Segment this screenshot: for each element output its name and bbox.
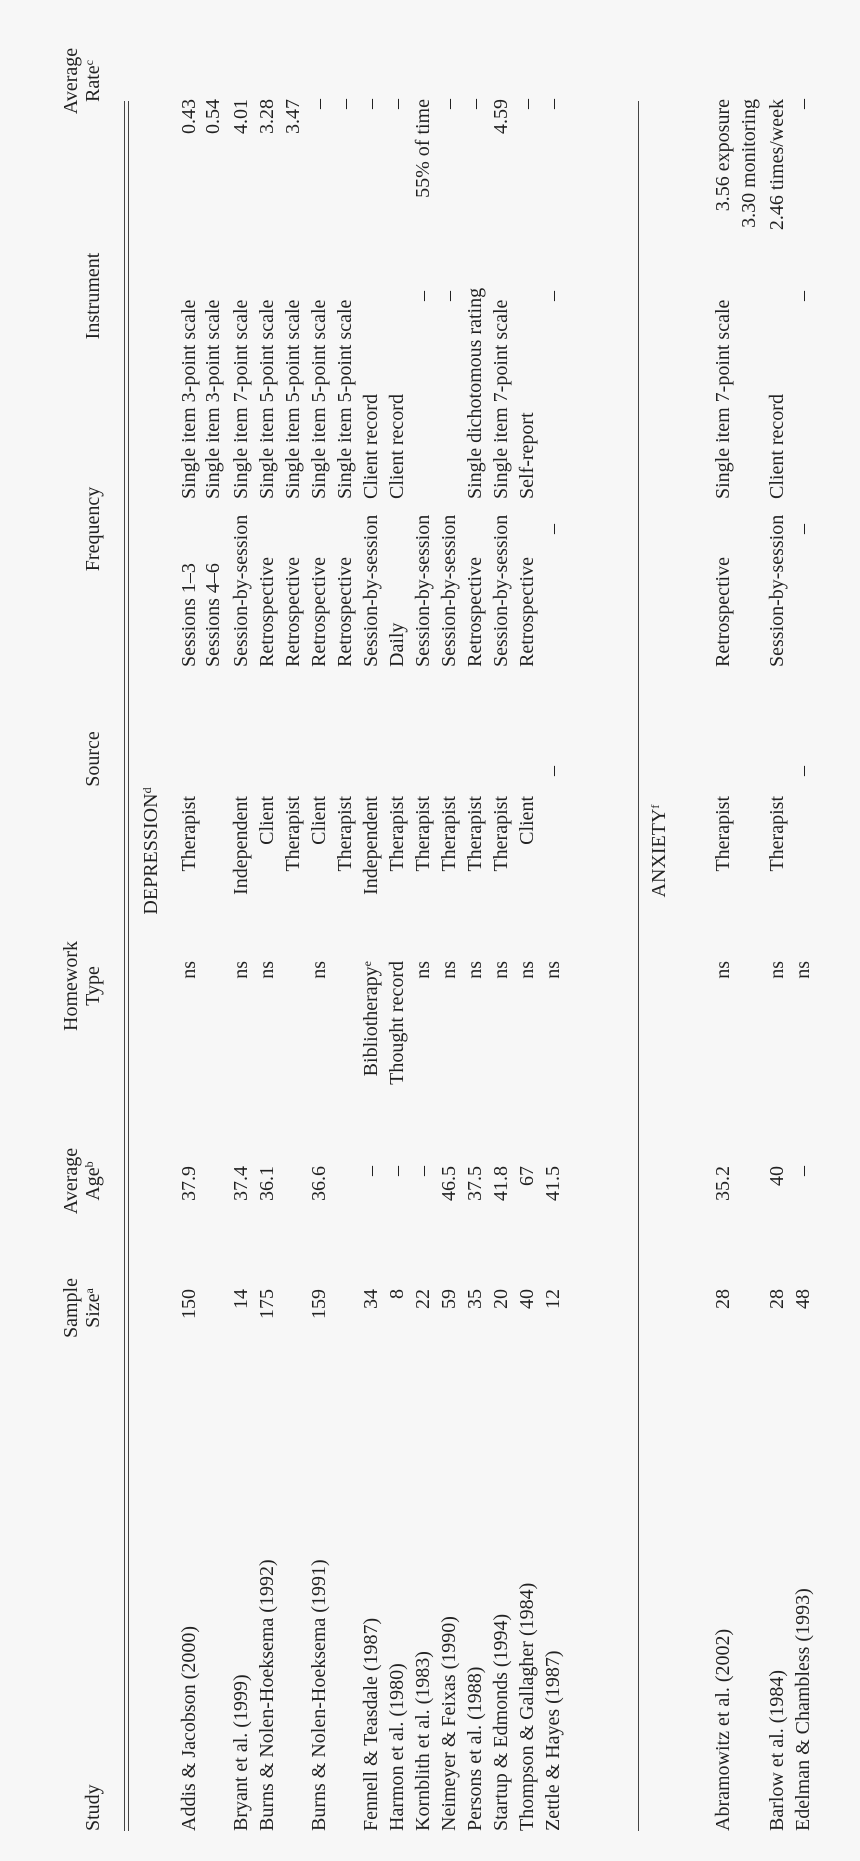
cell-study <box>386 1663 408 1831</box>
cell-study-text: Abramowitz et al. (2002) <box>712 1628 734 1831</box>
cell-average-age-text: 41.5 <box>542 1166 564 1201</box>
cell-average-age <box>490 1166 512 1366</box>
cell-average-rate-text: 0.54 <box>202 99 224 134</box>
cell-frequency-text: – <box>542 524 564 534</box>
header-homework-type-2: Type <box>82 966 104 1006</box>
cell-source-text: Therapist <box>438 796 460 872</box>
cell-study-text: Thompson & Gallagher (1984) <box>516 1582 538 1831</box>
cell-average-age-text: – <box>386 1166 408 1176</box>
cell-frequency-text: Session-by-session <box>230 514 252 667</box>
cell-frequency-text: Session-by-session <box>438 514 460 667</box>
cell-study-text: Bryant et al. (1999) <box>230 1674 252 1831</box>
cell-homework-type-text: ns <box>766 961 788 979</box>
header-rule <box>124 101 125 1831</box>
cell-study <box>308 1559 330 1831</box>
cell-sample-size-text: 35 <box>464 1289 486 1309</box>
cell-average-rate-text: – <box>334 99 356 109</box>
cell-sample-size-text: 175 <box>256 1289 278 1319</box>
cell-frequency-text: – <box>792 524 814 534</box>
cell-average-rate-text: – <box>308 99 330 109</box>
cell-average-age <box>178 1166 200 1366</box>
cell-frequency <box>308 557 330 667</box>
cell-average-rate-text: 3.56 exposure <box>712 99 734 212</box>
cell-study <box>360 1618 382 1831</box>
cell-average-age <box>230 1166 252 1366</box>
cell-study-text: Burns & Nolen-Hoeksema (1991) <box>308 1559 330 1831</box>
footnote-marker: e <box>360 961 374 967</box>
cell-source-text: Therapist <box>282 796 304 872</box>
cell-average-age-text: 40 <box>766 1166 788 1186</box>
header-average-age-2: Age$^b$ <box>82 1161 104 1201</box>
cell-frequency <box>412 515 434 667</box>
cell-average-rate <box>308 99 330 299</box>
cell-instrument <box>178 300 200 499</box>
cell-instrument-text: Single dichotomous rating <box>464 287 486 499</box>
cell-average-age-text: – <box>360 1166 382 1176</box>
cell-instrument <box>464 288 486 499</box>
cell-study-text: Burns & Nolen-Hoeksema (1992) <box>256 1559 278 1831</box>
cell-average-rate <box>412 99 434 299</box>
cell-sample-size-text: 8 <box>386 1289 408 1299</box>
cell-sample-size-text: 40 <box>516 1289 538 1309</box>
cell-source <box>792 766 814 776</box>
cell-study <box>516 1583 538 1831</box>
cell-sample-size-text: 28 <box>766 1289 788 1309</box>
cell-frequency <box>516 557 538 667</box>
cell-frequency-text: Retrospective <box>334 557 356 667</box>
cell-average-rate-text: 4.59 <box>490 99 512 134</box>
cell-frequency-text: Session-by-session <box>412 514 434 667</box>
cell-average-rate-text: – <box>542 99 564 109</box>
header-sample-size: Sample <box>60 1278 82 1338</box>
cell-instrument <box>334 300 356 499</box>
cell-average-age <box>438 1166 460 1366</box>
cell-average-age <box>516 1166 538 1366</box>
section-rule <box>638 101 639 1831</box>
cell-average-age-text: – <box>792 1166 814 1176</box>
cell-average-age <box>792 1166 814 1366</box>
header-sample-size-2: Size$^a$ <box>82 1288 104 1328</box>
cell-instrument-text: Client record <box>386 394 408 499</box>
cell-sample-size-text: 150 <box>178 1289 200 1319</box>
cell-study-text: Fennell & Teasdale (1987) <box>360 1617 382 1831</box>
cell-frequency-text: Session-by-session <box>766 514 788 667</box>
cell-frequency-text: Daily <box>386 622 408 667</box>
cell-homework-type-text: ns <box>438 961 460 979</box>
cell-source <box>360 796 382 996</box>
cell-instrument <box>202 300 224 499</box>
cell-average-age-text: 37.5 <box>464 1166 486 1201</box>
cell-homework-type-text: ns <box>792 961 814 979</box>
cell-source-text: – <box>792 766 814 776</box>
cell-instrument-text: Single item 5-point scale <box>256 299 278 499</box>
cell-average-age-text: 46.5 <box>438 1166 460 1201</box>
cell-average-age <box>386 1166 408 1366</box>
cell-source <box>464 796 486 996</box>
cell-instrument <box>256 300 278 499</box>
cell-frequency-text: Retrospective <box>256 557 278 667</box>
cell-average-age-text: – <box>412 1166 434 1176</box>
cell-sample-size-text: 20 <box>490 1289 512 1309</box>
cell-average-age-text: 41.8 <box>490 1166 512 1201</box>
cell-average-rate-text: 3.47 <box>282 99 304 134</box>
cell-sample-size-text: 48 <box>792 1289 814 1309</box>
cell-frequency-text: Retrospective <box>516 557 538 667</box>
cell-homework-type <box>542 961 564 1161</box>
cell-frequency <box>282 557 304 667</box>
cell-homework-type-text: ns <box>490 961 512 979</box>
cell-source-text: – <box>542 766 564 776</box>
cell-homework-type-text: ns <box>412 961 434 979</box>
cell-source <box>542 766 564 776</box>
cell-study-text: Kornblith et al. (1983) <box>412 1651 434 1831</box>
cell-average-rate <box>766 99 788 299</box>
section-anxiety: ANXIETY$^f$ <box>648 804 670 898</box>
cell-frequency <box>792 524 814 534</box>
cell-sample-size-text: 12 <box>542 1289 564 1309</box>
cell-source <box>766 796 788 996</box>
cell-average-age <box>412 1166 434 1366</box>
cell-average-age-text: 37.4 <box>230 1166 252 1201</box>
cell-source <box>712 796 734 996</box>
cell-frequency <box>334 557 356 667</box>
cell-average-rate <box>386 99 408 299</box>
cell-study <box>438 1616 460 1831</box>
cell-instrument-text: – <box>438 291 460 301</box>
cell-source-text: Therapist <box>712 796 734 872</box>
section-depression: DEPRESSION$^d$ <box>140 787 162 915</box>
cell-homework-type-text: Thought record <box>386 961 408 1085</box>
cell-instrument-text: Single item 7-point scale <box>712 299 734 499</box>
cell-instrument-text: Single item 5-point scale <box>308 299 330 499</box>
cell-instrument <box>516 412 538 499</box>
cell-instrument <box>360 394 382 499</box>
header-average-rate: Average <box>60 47 82 115</box>
cell-source-text: Therapist <box>464 796 486 872</box>
cell-source-text: Therapist <box>766 796 788 872</box>
cell-average-rate-text: – <box>360 99 382 109</box>
cell-frequency <box>542 524 564 534</box>
cell-sample-size-text: 14 <box>230 1289 252 1309</box>
cell-instrument-text: Single item 5-point scale <box>282 299 304 499</box>
cell-average-rate <box>738 99 760 299</box>
cell-frequency <box>360 515 382 667</box>
cell-source <box>256 796 278 996</box>
cell-average-rate <box>282 99 304 299</box>
cell-average-rate-text: – <box>792 99 814 109</box>
cell-study-text: Addis & Jacobson (2000) <box>178 1626 200 1831</box>
cell-average-age-text: 37.9 <box>178 1166 200 1201</box>
cell-source <box>438 796 460 996</box>
header-source: Source <box>82 731 104 787</box>
cell-frequency <box>712 557 734 667</box>
cell-average-rate <box>202 99 224 299</box>
cell-study-text: Persons et al. (1988) <box>464 1666 486 1831</box>
cell-average-age-text: 36.1 <box>256 1166 278 1201</box>
cell-source-text: Therapist <box>178 796 200 872</box>
cell-frequency <box>438 515 460 667</box>
cell-instrument-text: Single item 3-point scale <box>178 299 200 499</box>
header-average-rate-2: Rate$^c$ <box>82 60 104 102</box>
cell-source <box>308 796 330 996</box>
cell-source-text: Independent <box>360 796 382 895</box>
cell-frequency-text: Retrospective <box>712 557 734 667</box>
cell-instrument-text: – <box>542 291 564 301</box>
cell-source <box>386 796 408 996</box>
cell-sample-size-text: 59 <box>438 1289 460 1309</box>
cell-instrument <box>308 300 330 499</box>
cell-frequency-text: Retrospective <box>282 557 304 667</box>
cell-average-age <box>712 1166 734 1366</box>
cell-homework-type-text: ns <box>256 961 278 979</box>
cell-instrument <box>282 300 304 499</box>
cell-source-text: Client <box>256 796 278 845</box>
cell-instrument-text: Single item 7-point scale <box>230 299 252 499</box>
cell-average-rate-text: 0.43 <box>178 99 200 134</box>
cell-average-rate <box>464 99 486 299</box>
cell-sample-size-text: 34 <box>360 1289 382 1309</box>
cell-study <box>766 1670 788 1831</box>
cell-source-text: Therapist <box>490 796 512 872</box>
cell-homework-type-text: ns <box>712 961 734 979</box>
cell-study-text: Zettle & Hayes (1987) <box>542 1650 564 1831</box>
cell-frequency-text: Sessions 1–3 <box>178 563 200 667</box>
cell-source-text: Therapist <box>334 796 356 872</box>
cell-source-text: Client <box>516 796 538 845</box>
cell-frequency <box>230 515 252 667</box>
cell-average-rate <box>334 99 356 299</box>
cell-source <box>282 796 304 996</box>
top-rule <box>128 101 129 1831</box>
cell-sample-size-text: 159 <box>308 1289 330 1319</box>
cell-frequency-text: Session-by-session <box>490 514 512 667</box>
cell-study <box>464 1667 486 1831</box>
cell-average-rate-text: – <box>516 99 538 109</box>
cell-study <box>178 1626 200 1831</box>
cell-source-text: Therapist <box>386 796 408 872</box>
cell-average-age <box>360 1166 382 1366</box>
cell-average-rate-text: 2.46 times/week <box>766 99 788 231</box>
cell-instrument <box>386 394 408 499</box>
cell-homework-type-text: ns <box>542 961 564 979</box>
cell-frequency <box>766 515 788 667</box>
cell-average-rate <box>542 99 564 299</box>
header-study: Study <box>82 1784 104 1831</box>
cell-study <box>712 1629 734 1831</box>
cell-study <box>256 1559 278 1831</box>
cell-average-age-text: 35.2 <box>712 1166 734 1201</box>
cell-average-rate <box>178 99 200 299</box>
cell-instrument <box>712 300 734 499</box>
cell-average-rate <box>438 99 460 299</box>
cell-frequency-text: Retrospective <box>464 557 486 667</box>
cell-source-text: Client <box>308 796 330 845</box>
cell-study-text: Neimeyer & Feixas (1990) <box>438 1616 460 1831</box>
cell-study <box>792 1588 814 1831</box>
cell-homework-type-text: ns <box>464 961 486 979</box>
cell-sample-size-text: 22 <box>412 1289 434 1309</box>
cell-homework-type-text: ns <box>516 961 538 979</box>
cell-instrument-text: Single item 5-point scale <box>334 299 356 499</box>
cell-homework-type-text: Bibliotherapy <box>360 966 382 1077</box>
cell-study <box>230 1674 252 1831</box>
cell-frequency-text: Session-by-session <box>360 514 382 667</box>
cell-source <box>334 796 356 996</box>
cell-instrument-text: Client record <box>766 394 788 499</box>
cell-average-rate <box>516 99 538 299</box>
cell-study <box>542 1651 564 1832</box>
cell-average-age <box>542 1166 564 1366</box>
cell-instrument-text: Single item 3-point scale <box>202 299 224 499</box>
cell-average-rate-text: 55% of time <box>412 99 434 198</box>
cell-study <box>412 1651 434 1831</box>
header-frequency: Frequency <box>82 486 104 572</box>
cell-average-rate-text: – <box>464 99 486 109</box>
cell-frequency <box>464 557 486 667</box>
cell-average-age-text: 67 <box>516 1166 538 1186</box>
cell-frequency <box>490 515 512 667</box>
cell-average-age <box>308 1166 330 1366</box>
cell-average-rate <box>230 99 252 299</box>
cell-instrument-text: Self-report <box>516 412 538 499</box>
cell-study-text: Barlow et al. (1984) <box>766 1669 788 1831</box>
cell-average-rate-text: – <box>386 99 408 109</box>
cell-average-age <box>766 1166 788 1366</box>
cell-average-rate <box>490 99 512 299</box>
cell-study-text: Startup & Edmonds (1994) <box>490 1613 512 1831</box>
cell-source <box>230 796 252 996</box>
cell-homework-type <box>792 961 814 1161</box>
cell-average-rate-text: 4.01 <box>230 99 252 134</box>
cell-frequency <box>256 557 278 667</box>
header-instrument: Instrument <box>82 252 104 340</box>
cell-average-rate-text: – <box>438 99 460 109</box>
cell-source <box>516 796 538 996</box>
cell-average-rate-text: 3.30 monitoring <box>738 99 760 228</box>
cell-homework-type-text: ns <box>178 961 200 979</box>
cell-source-text: Therapist <box>412 796 434 872</box>
cell-frequency-text: Retrospective <box>308 557 330 667</box>
cell-instrument-text: – <box>412 291 434 301</box>
cell-instrument-text: Single item 7-point scale <box>490 299 512 499</box>
cell-homework-type-text: ns <box>230 961 252 979</box>
cell-frequency <box>386 623 408 667</box>
cell-source <box>490 796 512 996</box>
cell-sample-size-text: 28 <box>712 1289 734 1309</box>
cell-average-rate <box>360 99 382 299</box>
cell-average-age-text: 36.6 <box>308 1166 330 1201</box>
header-average-age: Average <box>60 1147 82 1215</box>
cell-average-rate <box>256 99 278 299</box>
cell-study-text: Edelman & Chambless (1993) <box>792 1588 814 1831</box>
cell-instrument <box>230 300 252 499</box>
cell-frequency <box>202 563 224 667</box>
cell-study-text: Harmon et al. (1980) <box>386 1663 408 1831</box>
cell-study <box>490 1614 512 1831</box>
cell-instrument-text: Client record <box>360 394 382 499</box>
cell-frequency-text: Sessions 4–6 <box>202 563 224 667</box>
cell-instrument <box>766 394 788 499</box>
cell-source-text: Independent <box>230 796 252 895</box>
cell-homework-type-text: ns <box>308 961 330 979</box>
cell-average-rate <box>712 99 734 299</box>
cell-instrument <box>490 300 512 499</box>
header-homework-type: Homework <box>60 941 82 1031</box>
cell-source <box>412 796 434 996</box>
cell-average-rate-text: 3.28 <box>256 99 278 134</box>
cell-instrument-text: – <box>792 291 814 301</box>
cell-average-rate <box>792 99 814 299</box>
cell-average-age <box>464 1166 486 1366</box>
cell-frequency <box>178 563 200 667</box>
cell-source <box>178 796 200 996</box>
cell-average-age <box>256 1166 278 1366</box>
